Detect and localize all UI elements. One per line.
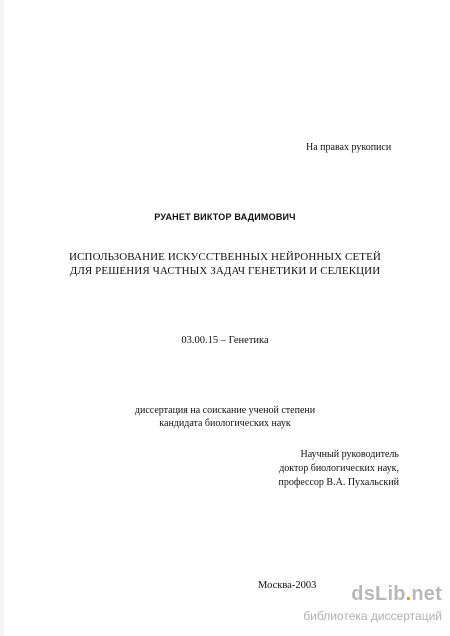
supervisor-line-2: доктор биологических наук, [279,463,399,474]
degree-line-2: кандидата биологических наук [159,418,291,429]
degree-line-1: диссертация на соискание ученой степени [134,405,316,416]
watermark-logo-tld: net [411,583,442,605]
watermark-logo [351,583,442,606]
title-line-2: ДЛЯ РЕШЕНИЯ ЧАСТНЫХ ЗАДАЧ ГЕНЕТИКИ И СЕЛЕКЦИИ [69,265,381,277]
supervisor-line-1: Научный руководитель [300,449,399,460]
watermark-logo-main: dsLib [351,583,406,605]
city-year: Москва-2003 [258,580,317,591]
dissertation-title [0,250,450,278]
rights-note: На правах рукописи [306,142,392,153]
supervisor-block [268,448,399,490]
author-name: РУАНЕТ ВИКТОР ВАДИМОВИЧ [154,212,296,222]
supervisor-line-3: профессор В.А. Пухальский [278,477,399,488]
degree-statement [0,404,450,430]
watermark-subtitle: библиотека диссертаций [303,609,442,623]
title-line-1: ИСПОЛЬЗОВАНИЕ ИСКУССТВЕННЫХ НЕЙРОННЫХ СЕТЕЙ [69,251,381,263]
dslib-watermark[interactable] [300,583,446,631]
watermark-logo-dot: . [405,583,412,605]
specialty-code: 03.00.15 – Генетика [181,335,269,346]
scan-edge [0,0,4,636]
